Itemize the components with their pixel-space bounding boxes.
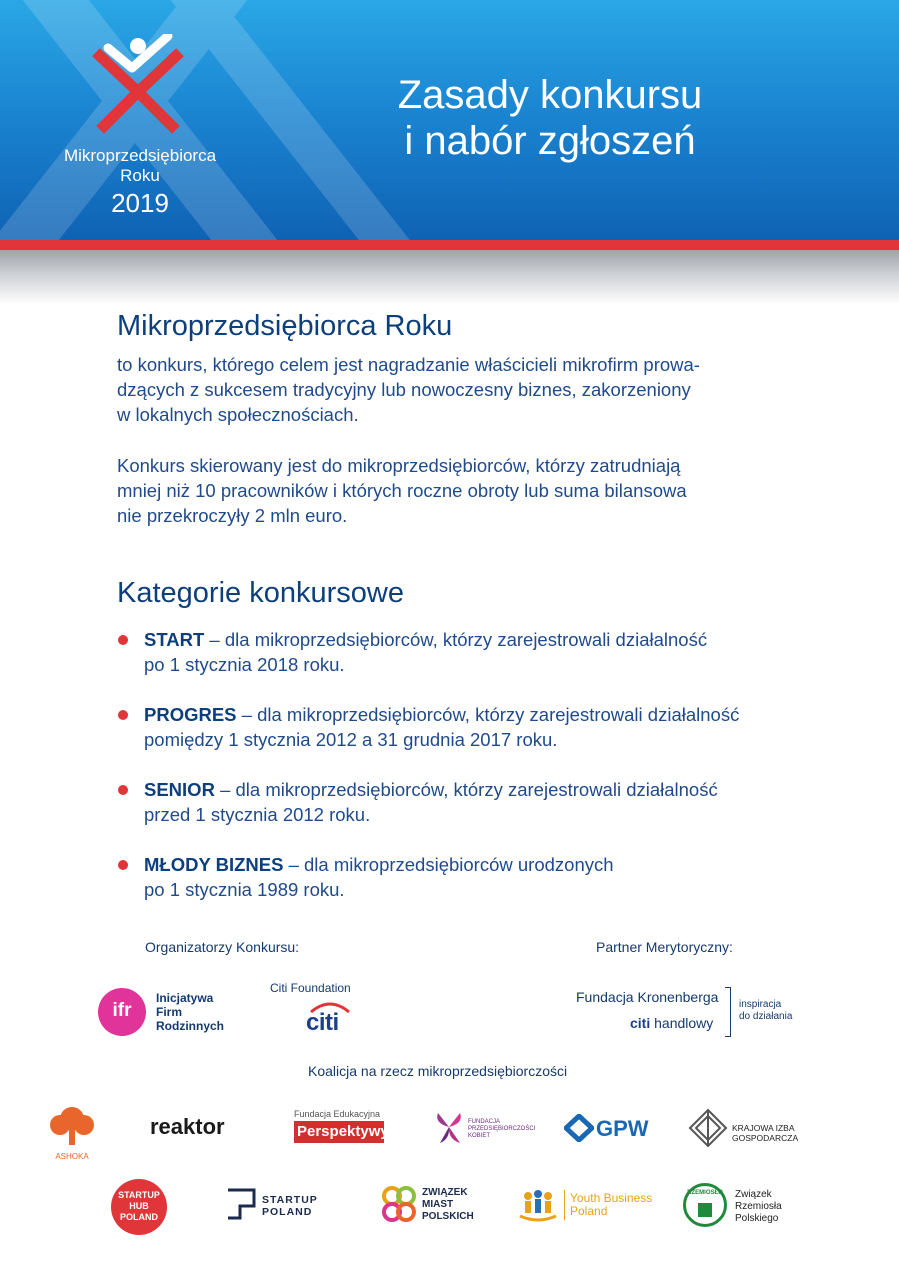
people-icon: [518, 1188, 558, 1222]
bullet-dot-icon: [118, 860, 128, 870]
hub-line: HUB: [129, 1201, 149, 1211]
ifr-line: Rodzinnych: [156, 1019, 224, 1033]
tagline-line: inspiracja: [739, 999, 782, 1010]
intro-paragraph-1: [117, 352, 777, 427]
zmp-rings-icon: [378, 1184, 420, 1226]
perspektywy-badge: Perspektywy: [294, 1121, 384, 1143]
partner-heading: Partner Merytoryczny:: [596, 939, 733, 955]
intro-paragraph-2: [117, 453, 777, 528]
tool-icon: [694, 1199, 716, 1221]
startup-poland-logo: [226, 1188, 326, 1224]
intro-title: Mikroprzedsiębiorca Roku: [117, 310, 453, 342]
zrp-text: [735, 1189, 782, 1225]
header-banner: [0, 0, 899, 240]
category-keyword: MŁODY BIZNES: [144, 854, 284, 875]
hub-line: POLAND: [120, 1212, 158, 1222]
zrp-badge-icon: [683, 1183, 727, 1227]
zmp-line: MIAST: [422, 1199, 454, 1210]
startup-poland-text: [262, 1194, 318, 1218]
ashoka-logo: [46, 1105, 98, 1161]
reaktor-logo: reaktor: [150, 1114, 225, 1139]
hub-line: STARTUP: [118, 1190, 160, 1200]
partner-tagline: [739, 999, 792, 1023]
category-item-progres: [118, 702, 818, 777]
category-list: [118, 627, 818, 927]
category-description: – dla mikroprzedsiębiorców, którzy zarejestrowali działalność: [204, 629, 708, 650]
text-line: to konkurs, którego celem jest nagradzanie właścicieli mikrofirm prowa-: [117, 354, 700, 375]
text-line: mniej niż 10 pracowników i których roczne obroty lub suma bilansowa: [117, 480, 687, 501]
zrp-badge-text: RZEMIOSŁO: [687, 1190, 723, 1196]
gpw-logo: [564, 1114, 654, 1144]
youth-business-poland-logo: [518, 1188, 658, 1224]
text-line: nie przekroczyły 2 mln euro.: [117, 505, 348, 526]
zmp-text: [422, 1187, 474, 1223]
zmp-logo: [378, 1184, 478, 1228]
category-description-line-2: przed 1 stycznia 2012 roku.: [144, 804, 371, 825]
page-title: [360, 72, 740, 164]
category-item-start: [118, 627, 818, 702]
award-logo-text: [40, 146, 240, 218]
startup-poland-icon: [226, 1188, 256, 1220]
page-title-line-1: Zasady konkursu: [397, 73, 703, 117]
perspektywy-logo: [294, 1109, 389, 1143]
citi-handlowy-label: [630, 1015, 713, 1031]
sp-line: STARTUP: [262, 1194, 318, 1206]
category-description: – dla mikroprzedsiębiorców urodzonych: [283, 854, 614, 875]
coalition-heading: Koalicja na rzecz mikroprzedsiębiorczości: [308, 1063, 568, 1079]
flower-icon: [432, 1109, 466, 1147]
page-title-line-2: i nabór zgłoszeń: [404, 119, 696, 163]
category-description: – dla mikroprzedsiębiorców, którzy zarejestrowali działalność: [214, 779, 718, 800]
ifr-logo-icon: ifr: [98, 988, 146, 1036]
partner-bracket: [725, 987, 731, 1037]
perspektywy-top: Fundacja Edukacyjna: [294, 1109, 381, 1119]
category-item-mlody-biznes: [118, 852, 818, 927]
text-line: Konkurs skierowany jest do mikroprzedsiębiorców, którzy zatrudniają: [117, 455, 681, 476]
fpk-logo: [432, 1109, 536, 1149]
fpk-line: FUNDACJA: [468, 1119, 501, 1125]
zrp-logo: [683, 1183, 783, 1231]
category-keyword: START: [144, 629, 205, 650]
kig-emblem-icon: [688, 1108, 728, 1148]
ifr-logo-text: [156, 991, 224, 1033]
award-logo-icon: [86, 34, 190, 138]
citi-foundation-label: Citi Foundation: [270, 981, 351, 995]
kig-logo: [688, 1108, 853, 1150]
fpk-line: PRZEDSIĘBIORCZOŚCI: [468, 1126, 536, 1132]
sp-line: POLAND: [262, 1206, 313, 1218]
zmp-line: POLSKICH: [422, 1211, 474, 1222]
startup-hub-poland-logo: [111, 1179, 167, 1235]
category-description-line-2: po 1 stycznia 2018 roku.: [144, 654, 345, 675]
organizers-heading: Organizatorzy Konkursu:: [145, 939, 300, 955]
kig-label: KRAJOWA IZBA GOSPODARCZA: [732, 1123, 799, 1143]
bullet-dot-icon: [118, 635, 128, 645]
tree-icon: [46, 1105, 98, 1147]
ifr-line: Firm: [156, 1005, 183, 1019]
text-line: w lokalnych społecznościach.: [117, 404, 359, 425]
ybp-divider: [564, 1190, 565, 1220]
text-line: dzących z sukcesem tradycyjny lub nowoczesny biznes, zakorzeniony: [117, 379, 691, 400]
category-keyword: SENIOR: [144, 779, 215, 800]
category-description-line-2: pomiędzy 1 stycznia 2012 a 31 grudnia 2017 roku.: [144, 729, 558, 750]
kronenberg-foundation-label: Fundacja Kronenberga: [576, 989, 719, 1005]
zrp-line: Polskiego: [735, 1213, 779, 1224]
handlowy-text: handlowy: [650, 1015, 714, 1031]
category-description-line-2: po 1 stycznia 1989 roku.: [144, 879, 345, 900]
logo-year: 2019: [111, 188, 169, 218]
gpw-label: GPW: [596, 1116, 649, 1141]
citi-mark: citi: [630, 1015, 651, 1031]
gpw-diamond-icon: [564, 1114, 594, 1142]
ybp-line: Poland: [570, 1204, 608, 1218]
ybp-line: Youth Business: [570, 1191, 653, 1205]
ifr-line: Inicjatywa: [156, 991, 214, 1005]
zrp-line: Rzemiosła: [735, 1201, 782, 1212]
citi-logo-text: citi: [306, 1009, 339, 1036]
bullet-dot-icon: [118, 710, 128, 720]
ashoka-label: ASHOKA: [55, 1152, 89, 1161]
category-item-senior: [118, 777, 818, 852]
header-red-stripe: [0, 240, 899, 250]
header-shadow: [0, 250, 899, 305]
logo-line-2: Roku: [120, 166, 160, 185]
categories-title: Kategorie konkursowe: [117, 577, 404, 609]
tagline-line: do działania: [739, 1011, 793, 1022]
fpk-line: KOBIET: [468, 1133, 491, 1139]
category-description: – dla mikroprzedsiębiorców, którzy zarejestrowali działalność: [236, 704, 740, 725]
category-keyword: PROGRES: [144, 704, 237, 725]
logo-line-1: Mikroprzedsiębiorca: [63, 146, 217, 165]
bullet-dot-icon: [118, 785, 128, 795]
ybp-text: [570, 1192, 652, 1218]
zmp-line: ZWIĄZEK: [422, 1187, 468, 1198]
fpk-text: [468, 1119, 535, 1140]
zrp-line: Związek: [735, 1189, 772, 1200]
